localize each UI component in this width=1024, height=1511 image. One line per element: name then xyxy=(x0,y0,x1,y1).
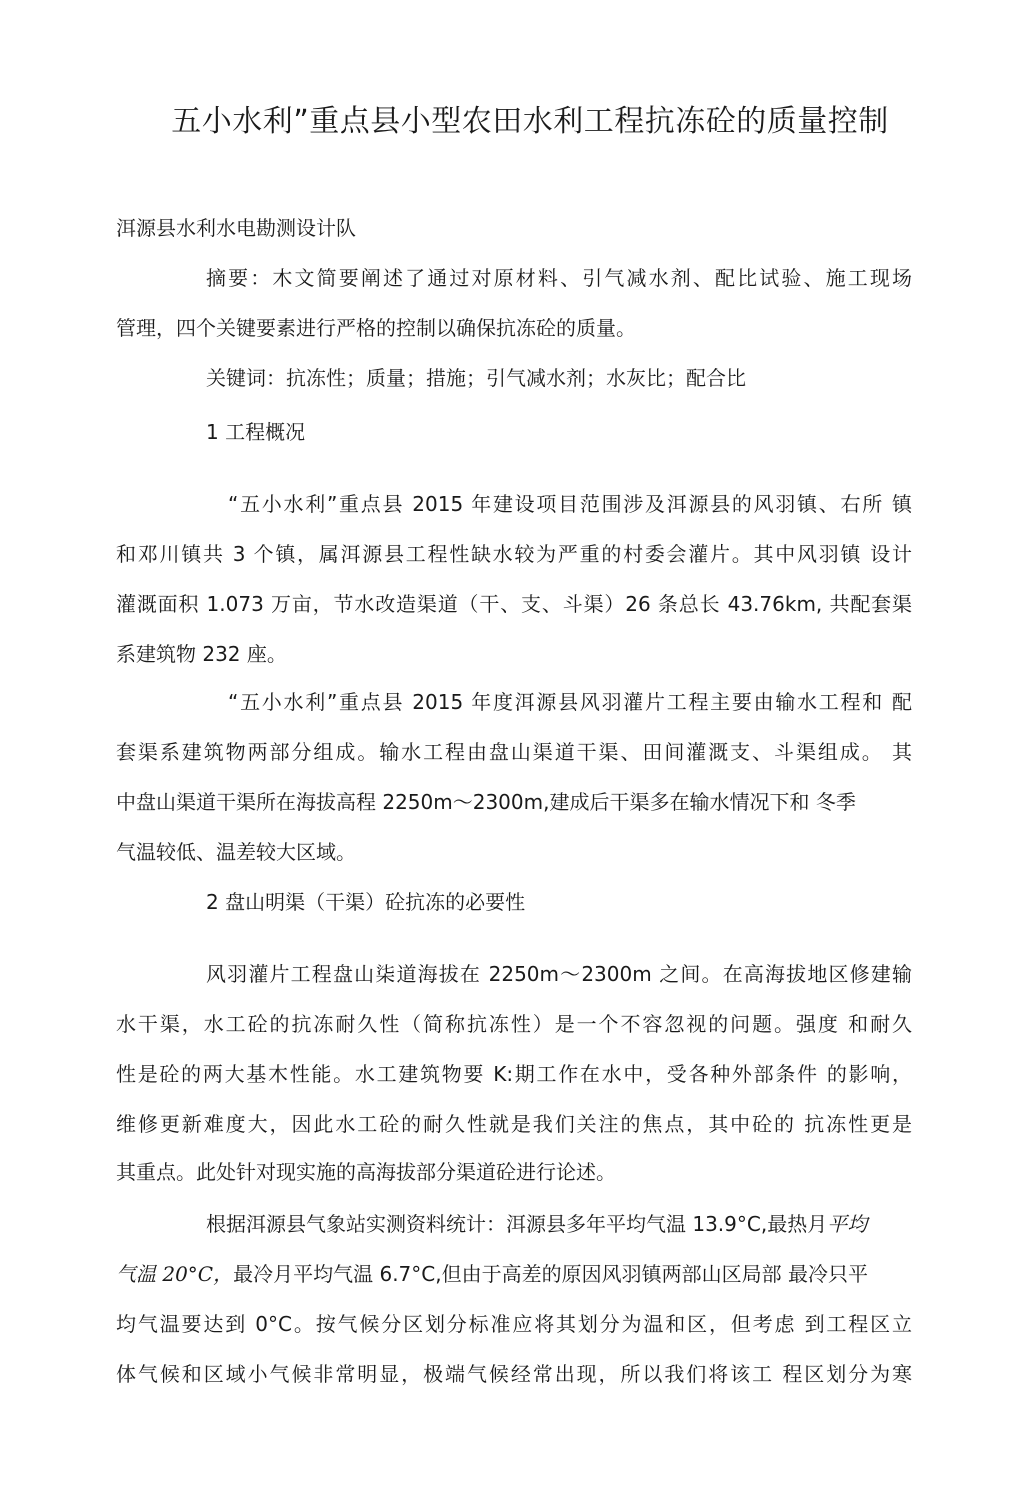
section-2-heading: 2 盘山明渠（干渠）砼抗冻的必要性 xyxy=(206,890,526,914)
section-1-para-1-line-3: 灌溉面积 1.073 万亩，节水改造渠道（干、支、斗渠）26 条总长 43.76km, 共配套渠 xyxy=(116,592,912,616)
section-1-para-1-line-1: “五小水利”重点县 2015 年建设项目范围涉及洱源县的风羽镇、右所 镇 xyxy=(228,492,912,516)
section-2-para-2-line-1-text: 根据洱源县气象站实测资料统计：洱源县多年平均气温 13.9°C,最热月 xyxy=(206,1212,828,1236)
section-1-para-2-line-1: “五小水利”重点县 2015 年度洱源县风羽灌片工程主要由输水工程和 配 xyxy=(228,690,912,714)
abstract-line-2: 管理，四个关键要素进行严格的控制以确保抗冻砼的质量。 xyxy=(116,316,636,340)
section-2-para-1-line-1: 风羽灌片工程盘山柒道海拔在 2250m～2300m 之间。在高海拔地区修建输 xyxy=(206,962,912,986)
section-1-para-1-line-2: 和邓川镇共 3 个镇，属洱源县工程性缺水较为严重的村委会灌片。其中风羽镇 设计 xyxy=(116,542,912,566)
section-2-para-1-line-3: 性是砼的两大基木性能。水工建筑物要 K:期工作在水中，受各种外部条件 的影响， xyxy=(116,1062,912,1086)
section-2-para-1-line-4: 维修更新难度大，因此水工砼的耐久性就是我们关注的焦点，其中砼的 抗冻性更是 xyxy=(116,1112,912,1136)
abstract-line-1: 摘要：木文简要阐述了通过对原材料、引气减水剂、配比试验、施工现场 xyxy=(206,266,912,290)
section-1-para-2-line-2: 套渠系建筑物两部分组成。输水工程由盘山渠道干渠、田间灌溉支、斗渠组成。 其 xyxy=(116,740,912,764)
section-2-para-2-line-4: 体气候和区域小气候非常明显，极端气候经常出现，所以我们将该工 程区划分为寒 xyxy=(116,1362,912,1386)
author-line: 洱源县水利水电勘测设计队 xyxy=(116,216,356,240)
section-2-para-2-line-2-text: 最冷月平均气温 6.7°C,但由于高差的原因风羽镇两部山区局部 最冷只平 xyxy=(233,1262,868,1286)
section-2-para-2-line-2-italic: 气温 20°C， xyxy=(116,1262,234,1286)
section-1-para-1-line-4: 系建筑物 232 座。 xyxy=(116,642,287,666)
document-title: 五小水利”重点县小型农田水利工程抗冻砼的质量控制 xyxy=(171,104,889,139)
section-1-para-2-line-4: 气温较低、温差较大区域。 xyxy=(116,840,356,864)
keywords-line: 关键词：抗冻性；质量；措施；引气减水剂；水灰比；配合比 xyxy=(206,366,746,390)
section-2-para-2-line-1-italic: 平均 xyxy=(827,1212,868,1236)
section-2-para-2-line-3: 均气温要达到 0°C。按气候分区划分标准应将其划分为温和区，但考虑 到工程区立 xyxy=(116,1312,912,1336)
section-2-para-2-line-1 xyxy=(206,1212,867,1236)
section-1-para-2-line-3: 中盘山渠道干渠所在海拔高程 2250m～2300m,建成后干渠多在输水情况下和 冬季 xyxy=(116,790,856,814)
section-2-para-1-line-2: 水干渠，水工砼的抗冻耐久性（简称抗冻性）是一个不容忽视的问题。强度 和耐久 xyxy=(116,1012,912,1036)
section-2-para-1-line-5: 其重点。此处针对现实施的高海拔部分渠道砼进行论述。 xyxy=(116,1160,616,1184)
section-1-heading: 1 工程概况 xyxy=(206,420,306,444)
section-2-para-2-line-2 xyxy=(116,1262,868,1286)
